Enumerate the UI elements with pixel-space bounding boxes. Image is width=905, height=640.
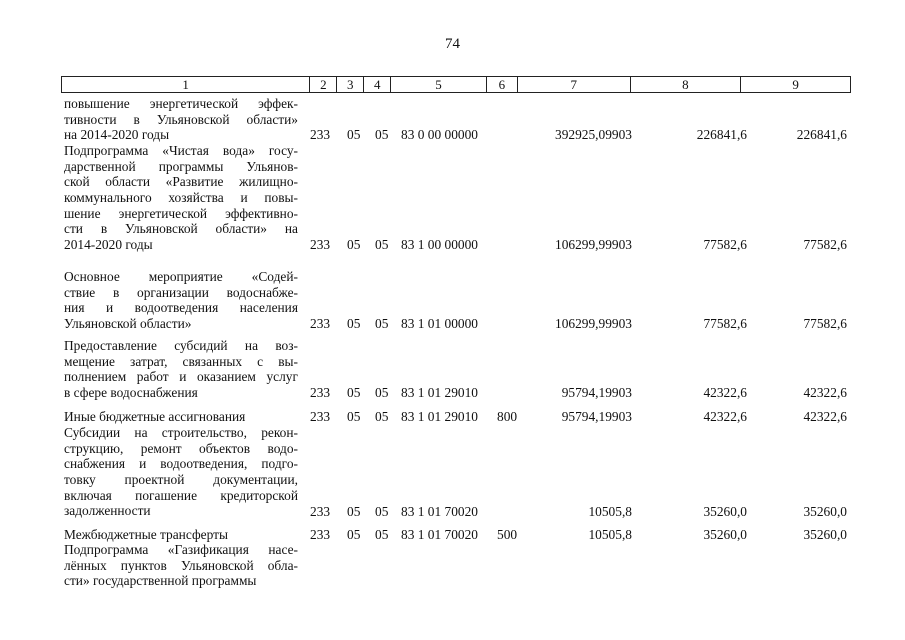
cell-c9: 35260,0 — [803, 503, 847, 519]
cell-c6: 800 — [497, 409, 518, 424]
cell-c3: 05 — [347, 237, 361, 253]
cell-c3: 05 — [347, 127, 361, 143]
description-line: струкцию, ремонт объектов водо- — [64, 440, 298, 456]
row-description — [64, 542, 298, 589]
cell-c5: 83 0 00 00000 — [401, 127, 478, 143]
cell-c7: 392925,09903 — [555, 127, 632, 143]
row-description — [64, 409, 298, 425]
cell-c8: 226841,6 — [696, 127, 747, 143]
description-line: повышение энергетической эффек- — [64, 96, 298, 111]
header-col-6: 6 — [486, 77, 517, 92]
cell-c7: 106299,99903 — [555, 316, 632, 332]
row-description — [64, 425, 298, 519]
cell-c5: 83 1 00 00000 — [401, 237, 478, 253]
row-description — [64, 96, 298, 143]
cell-c2: 233 — [310, 527, 331, 542]
header-col-7: 7 — [517, 77, 630, 92]
description-line: лённых пунктов Ульяновской обла- — [64, 557, 298, 573]
row-description — [64, 338, 298, 401]
description-line: шение энергетической эффективно- — [64, 205, 298, 221]
cell-c4: 05 — [375, 385, 389, 401]
description-line: сти в Ульяновской области» на — [64, 221, 298, 237]
cell-c9: 77582,6 — [803, 237, 847, 253]
cell-c8: 77582,6 — [703, 316, 747, 332]
description-line: в сфере водоснабжения — [64, 385, 198, 401]
cell-c5: 83 1 01 70020 — [401, 527, 478, 542]
cell-c3: 05 — [347, 385, 361, 401]
description-line: полнением работ и оказанием услуг — [64, 369, 298, 385]
cell-c4: 05 — [375, 409, 389, 424]
cell-c4: 05 — [375, 237, 389, 253]
description-line: тивности в Ульяновской области» — [64, 111, 298, 127]
table-header — [61, 76, 851, 93]
description-line: ния и водоотведения населения — [64, 300, 298, 316]
description-line: Субсидии на строительство, рекон- — [64, 425, 298, 440]
cell-c2: 233 — [310, 127, 331, 143]
cell-c5: 83 1 01 70020 — [401, 503, 478, 519]
cell-c6: 500 — [497, 527, 518, 542]
description-line: снабжения и водоотведения, подго- — [64, 456, 298, 472]
description-line: Предоставление субсидий на воз- — [64, 338, 298, 353]
description-line: Подпрограмма «Чистая вода» госу- — [64, 143, 298, 158]
cell-c8: 77582,6 — [703, 237, 747, 253]
cell-c9: 226841,6 — [796, 127, 847, 143]
description-line: включая погашение кредиторской — [64, 487, 298, 503]
cell-c3: 05 — [347, 503, 361, 519]
cell-c8: 42322,6 — [703, 385, 747, 401]
cell-c4: 05 — [375, 316, 389, 332]
cell-c9: 42322,6 — [803, 385, 847, 401]
cell-c2: 233 — [310, 237, 331, 253]
cell-c3: 05 — [347, 316, 361, 332]
cell-c4: 05 — [375, 527, 389, 542]
row-description — [64, 269, 298, 332]
description-line: дарственной программы Ульянов- — [64, 158, 298, 174]
cell-c8: 42322,6 — [703, 409, 747, 424]
cell-c7: 95794,19903 — [561, 385, 632, 401]
description-line: ствие в организации водоснабже- — [64, 284, 298, 300]
cell-c9: 42322,6 — [803, 409, 847, 424]
cell-c3: 05 — [347, 527, 361, 542]
cell-c2: 233 — [310, 316, 331, 332]
cell-c2: 233 — [310, 503, 331, 519]
cell-c4: 05 — [375, 503, 389, 519]
cell-c2: 233 — [310, 385, 331, 401]
cell-c5: 83 1 01 00000 — [401, 316, 478, 332]
cell-c8: 35260,0 — [703, 527, 747, 542]
cell-c7: 10505,8 — [588, 503, 632, 519]
description-line: на 2014-2020 годы — [64, 127, 170, 143]
header-col-8: 8 — [630, 77, 741, 92]
cell-c3: 05 — [347, 409, 361, 424]
description-line: Иные бюджетные ассигнования — [64, 409, 246, 424]
cell-c5: 83 1 01 29010 — [401, 409, 478, 424]
cell-c4: 05 — [375, 127, 389, 143]
description-line: сти» государственной программы — [64, 573, 257, 589]
description-line: коммунального хозяйства и повы- — [64, 190, 298, 206]
description-line: Подпрограмма «Газификация насе- — [64, 542, 298, 557]
description-line: мещение затрат, связанных с вы- — [64, 353, 298, 369]
row-description — [64, 143, 298, 253]
description-line: Межбюджетные трансферты — [64, 527, 228, 542]
cell-c7: 106299,99903 — [555, 237, 632, 253]
cell-c7: 10505,8 — [588, 527, 632, 542]
description-line: товку проектной документации, — [64, 472, 298, 488]
description-line: 2014-2020 годы — [64, 237, 153, 253]
cell-c9: 35260,0 — [803, 527, 847, 542]
header-col-4: 4 — [363, 77, 390, 92]
page-number: 74 — [445, 36, 460, 52]
header-col-3: 3 — [336, 77, 363, 92]
cell-c2: 233 — [310, 409, 331, 424]
cell-c7: 95794,19903 — [561, 409, 632, 424]
description-line: Основное мероприятие «Содей- — [64, 269, 298, 284]
header-col-2: 2 — [309, 77, 336, 92]
row-description — [64, 527, 298, 543]
cell-c8: 35260,0 — [703, 503, 747, 519]
description-line: задолженности — [64, 503, 151, 519]
cell-c5: 83 1 01 29010 — [401, 385, 478, 401]
description-line: ской области «Развитие жилищно- — [64, 174, 298, 190]
header-col-5: 5 — [390, 77, 486, 92]
cell-c9: 77582,6 — [803, 316, 847, 332]
header-col-1: 1 — [182, 77, 189, 92]
header-col-9: 9 — [740, 77, 850, 92]
description-line: Ульяновской области» — [64, 316, 192, 332]
